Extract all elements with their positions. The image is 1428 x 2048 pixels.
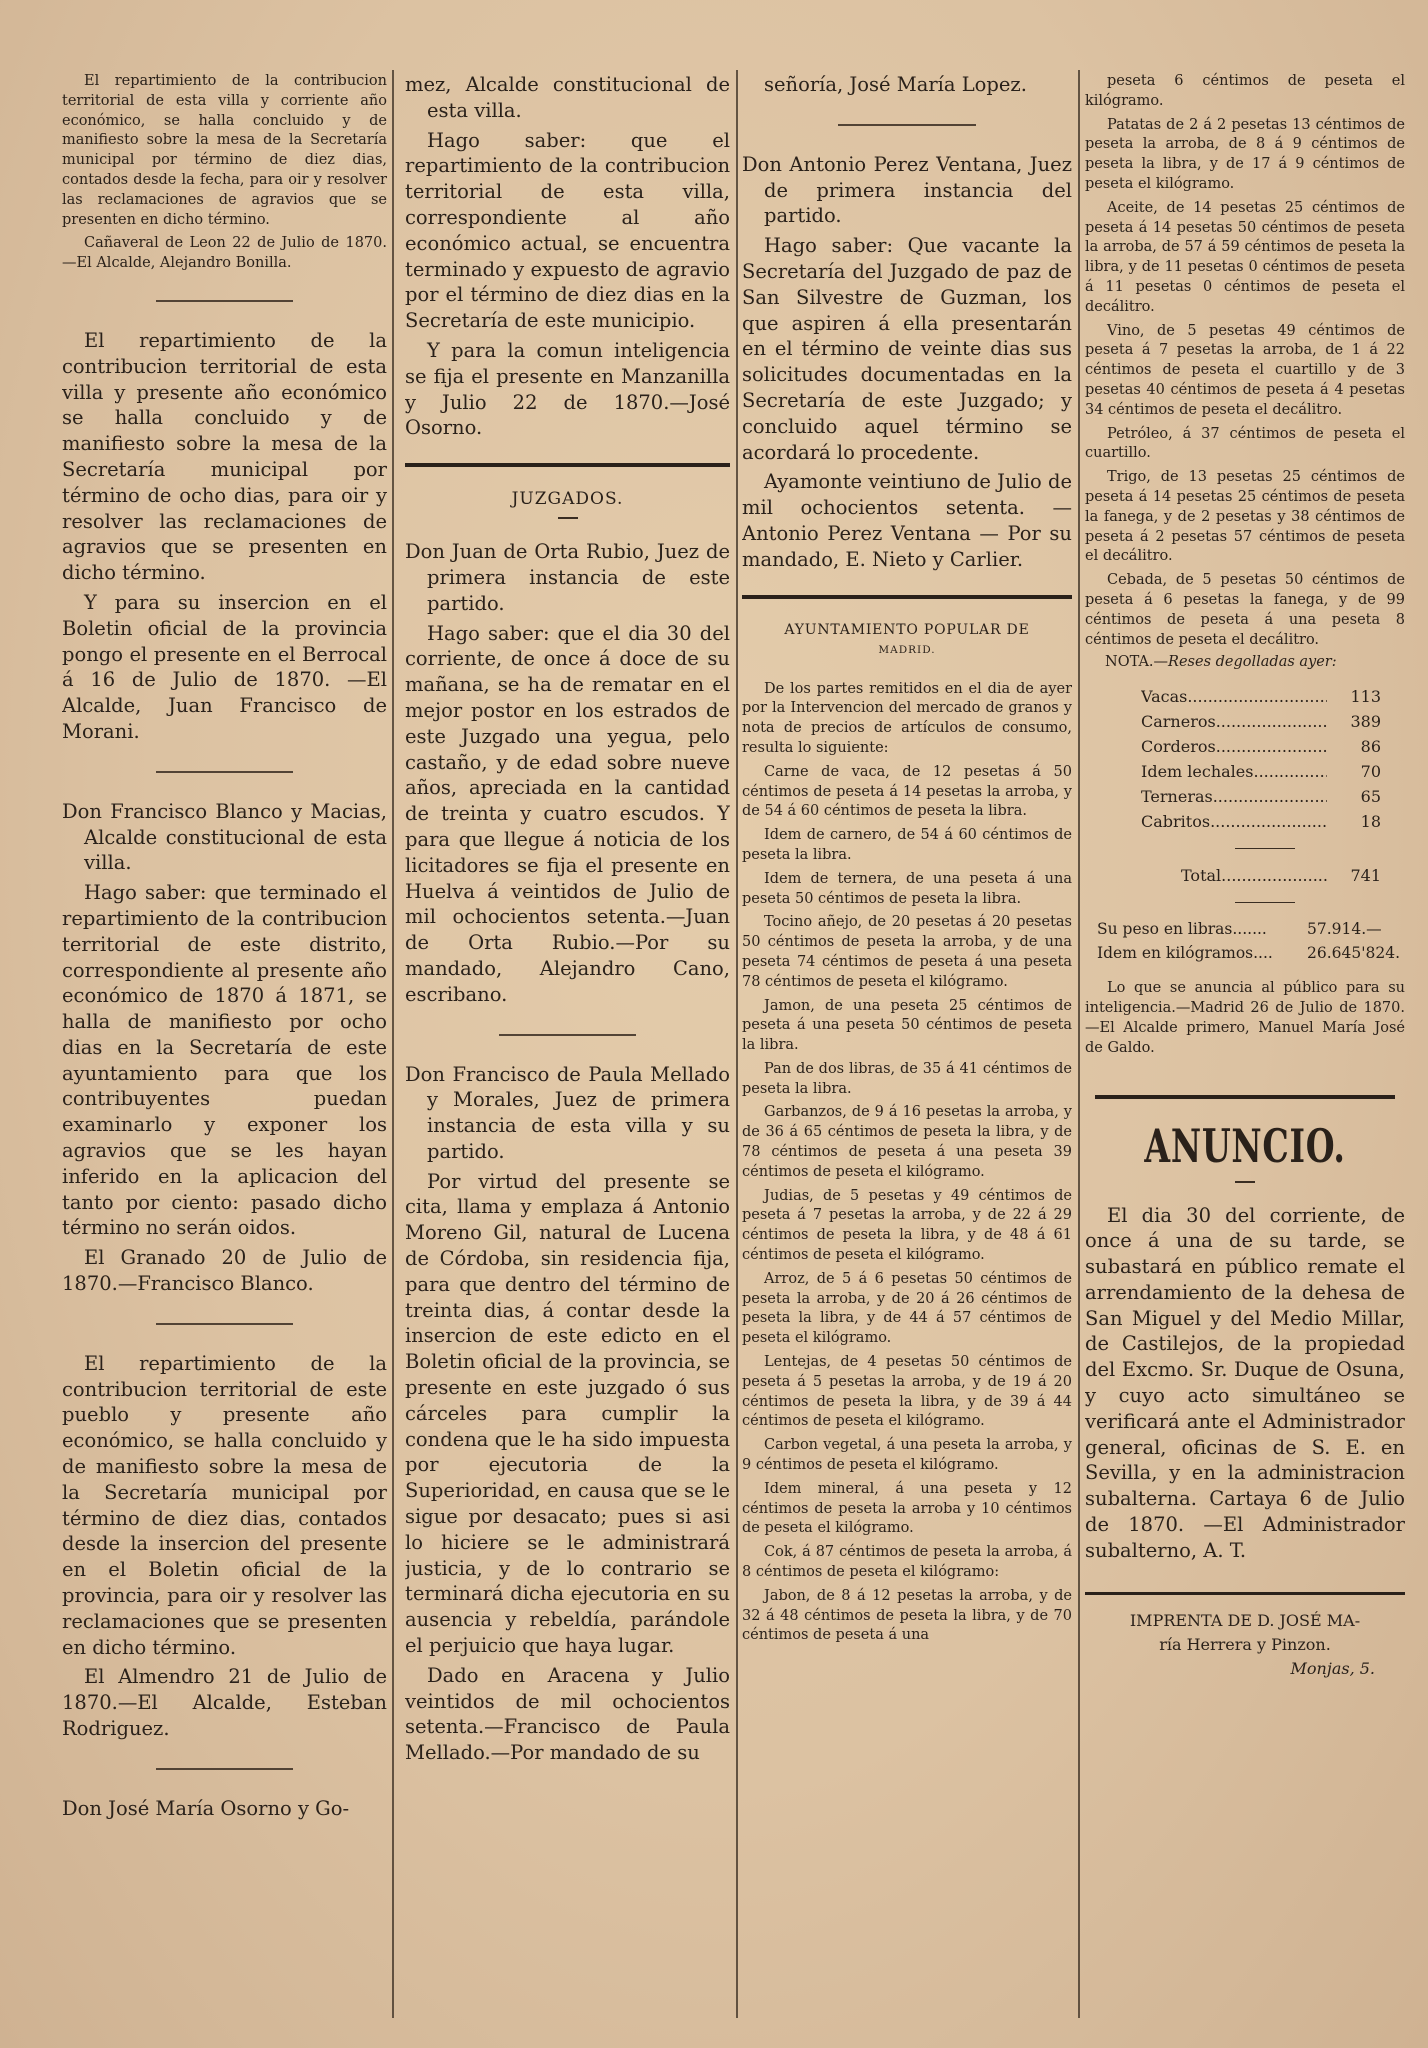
price-list: [742, 763, 1072, 1646]
column-4: [1085, 72, 1405, 2018]
ayuntamiento-title: AYUNTAMIENTO POPULAR DE: [784, 621, 1030, 638]
livestock-label: Cabritos .....: [1141, 809, 1327, 834]
livestock-count: 113: [1350, 687, 1381, 707]
section-rule: [742, 595, 1072, 599]
edict-manzanilla-body: Hago saber: que el repartimiento de la contribucion territorial de esta villa, correspondiente al año económico actual, se encuentra terminado y expuesto de agravio por el término de diez dias en la Secretaría de este municipio.: [405, 128, 730, 333]
anuncio-body: El dia 30 del corriente, de once á una de su tarde, se subastará en público remate el arrendamiento de la dehesa de San Miguel y del Medio Millar, de Castilejos, de la propiedad del Excmo. Sr. Duque de Osuna, y cuyo acto simultáneo se verificará ante el Administrador general, oficinas de S. E. en Sevilla, y en la administracion subalterna. Cartaya 6 de Julio de 1870. —El Administrador subalterno, A. T.: [1085, 1203, 1405, 1562]
price-item: Garbanzos, de 9 á 16 pesetas la arroba, y de 36 á 65 céntimos de peseta la libra, y de 78 céntimos de peseta á una peseta 39 céntimos de peseta el kilógramo.: [742, 1104, 1072, 1180]
price-item: Idem mineral, á una peseta y 12 céntimos de peseta la arroba y 10 céntimos de peseta el kilógramo.: [742, 1480, 1072, 1537]
price-item: Carne de vaca, de 12 pesetas á 50 céntimos de peseta á 14 pesetas la arroba, y de 54 á 60 céntimos de peseta la libra.: [742, 763, 1072, 820]
weight-kg-label: Idem en kilógramos....: [1097, 944, 1273, 963]
edict-ayamonte-signature: Ayamonte veintiuno de Julio de mil ochocientos setenta. —Antonio Perez Ventana — Por su mandado, E. Nieto y Carlier.: [742, 470, 1072, 571]
livestock-label: Terneras .....: [1141, 784, 1327, 809]
weight-pounds-value: 57.914.—: [1307, 920, 1382, 939]
edict-granado-heading: Don Francisco Blanco y Macias, Alcalde constitucional de esta villa.: [62, 799, 387, 875]
price-item: Cok, á 87 céntimos de peseta la arroba, á 8 céntimos de peseta el kilógramo:: [742, 1544, 1072, 1581]
price-item: Idem de ternera, de una peseta á una peseta 50 céntimos de peseta la libra.: [742, 870, 1072, 907]
edict-granado-signature: El Granado 20 de Julio de 1870.—Francisco Blanco.: [62, 1246, 387, 1296]
separator: [156, 300, 293, 302]
livestock-label: Carneros .....: [1141, 709, 1327, 734]
price-item: Jamon, de una peseta 25 céntimos de peseta á una peseta 50 céntimos de peseta la libra.: [742, 997, 1072, 1054]
price-item: Trigo, de 13 pesetas 25 céntimos de peseta á 14 pesetas 25 céntimos de peseta la fanega, y de 2 pesetas y 38 céntimos de peseta á 2 pesetas 57 céntimos de peseta el decálitro.: [1085, 469, 1405, 565]
separator: [499, 1034, 636, 1036]
column-1: [62, 72, 387, 2018]
livestock-count: 389: [1350, 712, 1381, 732]
separator: [156, 1768, 293, 1770]
price-item: peseta 6 céntimos de peseta el kilógramo.: [1085, 73, 1405, 109]
price-item: Pan de dos libras, de 35 á 41 céntimos de peseta la libra.: [742, 1060, 1072, 1097]
livestock-table: [1141, 684, 1381, 834]
column-rule: [392, 70, 394, 2018]
section-title-juzgados: JUZGADOS.: [511, 489, 624, 510]
edict-almendro: El repartimiento de la contribucion territorial de este pueblo y presente año económico, se halla concluido y de manifiesto sobre la mesa de la Secretaría municipal por término de diez dias, contados desde la insercion del presente en el Boletin oficial de la provincia, para oir y resolver las reclamaciones que se presenten en dicho término.: [62, 1351, 387, 1659]
price-item: Tocino añejo, de 20 pesetas á 20 pesetas 50 céntimos de peseta la arroba, y de una peseta 74 céntimos de peseta á una peseta 78 céntimos de peseta el kilógramo.: [742, 914, 1072, 990]
price-item: Patatas de 2 á 2 pesetas 13 céntimos de peseta la arroba, de 8 á 9 céntimos de peseta la libra, y de 17 á 9 céntimos de peseta el kilógramo.: [1085, 116, 1405, 192]
separator: [558, 517, 578, 519]
table-row: [1141, 784, 1381, 809]
prices-intro: De los partes remitidos en el dia de ayer por la Intervencion del mercado de granos y nota de precios de artículos de consumo, resulta lo siguiente:: [742, 680, 1072, 756]
livestock-count: 18: [1360, 812, 1381, 832]
edict-berrocal-signature: Y para su insercion en el Boletin oficial de la provincia pongo el presente en el Berrocal á 16 de Julio de 1870. —El Alcalde, Juan Francisco de Morani.: [62, 590, 387, 743]
edict-huelva-body: Hago saber: que el dia 30 del corriente, de once á doce de su mañana, se ha de rematar en el mejor postor en los estrados de este Juzgado una yegua, pelo castaño, y de edad sobre nueve años, apreciada en la cantidad de treinta y cuatro escudos. Y para que llegue á noticia de los licitadores se fija el presente en Huelva á veintidos de Julio de mil ochocientos setenta.—Juan de Orta Rubio.—Por su mandado, Alejandro Cano, escribano.: [405, 621, 730, 1006]
section-rule: [405, 463, 730, 467]
prices-closing: Lo que se anuncia al público para su inteligencia.—Madrid 26 de Julio de 1870.—El Alcalde primero, Manuel María José de Galdo.: [1085, 980, 1405, 1056]
section-title-ayuntamiento: [742, 621, 1072, 660]
table-row: [1097, 941, 1405, 965]
edict-canaveral: El repartimiento de la contribucion territorial de esta villa y corriente año económico, se halla concluido y de manifiesto sobre la mesa de la Secretaría municipal por término de diez dias, contados desde la fecha, para oir y resolver las reclamaciones de agravios que se presenten en dicho término.: [62, 73, 387, 228]
price-list-continued: [1085, 72, 1405, 650]
edict-manzanilla-heading: Don José María Osorno y Go-: [62, 1796, 350, 1820]
edict-huelva-heading: Don Juan de Orta Rubio, Juez de primera instancia de este partido.: [405, 540, 730, 615]
column-rule: [736, 70, 738, 2018]
printer-address: Monjas, 5.: [1290, 1658, 1375, 1678]
price-item: Petróleo, á 37 céntimos de peseta el cuartillo.: [1085, 425, 1405, 462]
total-value: 741: [1350, 866, 1381, 886]
column-rule: [1078, 70, 1080, 2018]
edict-granado-body: Hago saber: que terminado el repartimiento de la contribucion territorial de este distrito, correspondiente al presente año económico de 1870 á 1871, se halla de manifiesto por ocho dias en la Secretaría de este ayuntamiento para que los contribuyentes puedan examinarlo y exponer los agravios que se les hayan inferido en la aplicacion del tanto por ciento: pasado dicho término no serán oidos.: [62, 881, 387, 1240]
printer-imprint: [1085, 1609, 1405, 1681]
total-label: Total .....: [1141, 863, 1327, 888]
livestock-total: [1141, 863, 1381, 888]
ayuntamiento-city: MADRID.: [878, 643, 936, 656]
price-item: Idem de carnero, de 54 á 60 céntimos de peseta la libra.: [742, 827, 1072, 863]
edict-almendro-signature: El Almendro 21 de Julio de 1870.—El Alcalde, Esteban Rodriguez.: [62, 1665, 387, 1741]
nota-text: Reses degolladas ayer:: [1168, 654, 1337, 671]
table-row: [1141, 709, 1381, 734]
separator: [156, 771, 293, 773]
weight-kg-value: 26.645'824.: [1307, 944, 1401, 963]
price-item: Vino, de 5 pesetas 49 céntimos de peseta á 7 pesetas la arroba, de 1 á 22 céntimos de peseta el cuartillo y de 3 pesetas 40 céntimos de peseta á 4 pesetas 34 céntimos de peseta el decálitro.: [1085, 322, 1405, 418]
edict-aracena-signature-cont: señoría, José María Lopez.: [764, 73, 1027, 96]
edict-canaveral-signature: Cañaveral de Leon 22 de Julio de 1870.—El Alcalde, Alejandro Bonilla.: [62, 235, 387, 272]
weight-summary: [1097, 917, 1405, 965]
edict-berrocal: El repartimiento de la contribucion territorial de esta villa y presente año económico se halla concluido y de manifiesto sobre la mesa de la Secretaría municipal por término de ocho dias, para oir y resolver las reclamaciones de agravios que se presenten en dicho término.: [62, 328, 387, 585]
nota-heading: [1105, 654, 1405, 670]
livestock-count: 86: [1360, 737, 1381, 757]
column-3: [742, 72, 1072, 2018]
edict-manzanilla-signature: Y para la comun inteligencia se fija el presente en Manzanilla y Julio 22 de 1870.—José Osorno.: [405, 338, 730, 440]
edict-ayamonte-heading: Don Antonio Perez Ventana, Juez de primera instancia del partido.: [742, 152, 1072, 228]
price-item: Carbon vegetal, á una peseta la arroba, y 9 céntimos de peseta el kilógramo.: [742, 1437, 1072, 1474]
separator: [1235, 902, 1295, 903]
edict-aracena-signature: Dado en Aracena y Julio veintidos de mil ochocientos setenta.—Francisco de Paula Mellado.—Por mandado de su: [405, 1663, 730, 1765]
price-item: Lentejas, de 4 pesetas 50 céntimos de peseta á 5 pesetas la arroba, y de 19 á 20 céntimos de peseta la libra, y de 39 á 44 céntimos de peseta el kilógramo.: [742, 1354, 1072, 1430]
weight-pounds-label: Su peso en libras.......: [1097, 920, 1267, 939]
livestock-label: Corderos .....: [1141, 734, 1327, 759]
price-item: Arroz, de 5 á 6 pesetas 50 céntimos de peseta la arroba, y de 20 á 26 céntimos de peseta la libra, y de 44 á 57 céntimos de peseta el kilógramo.: [742, 1270, 1072, 1347]
price-item: Judias, de 5 pesetas y 49 céntimos de peseta á 7 pesetas la arroba, y de 22 á 29 céntimos de peseta la libra, y de 48 á 61 céntimos de peseta el kilógramo.: [742, 1187, 1072, 1264]
table-row: [1141, 734, 1381, 759]
anuncio-title: ANUNCIO.: [1144, 1118, 1346, 1173]
table-row: [1141, 863, 1381, 888]
table-row: [1141, 684, 1381, 709]
printer-line-1: IMPRENTA DE D. JOSÉ MA-: [1129, 1610, 1361, 1630]
edict-manzanilla-heading-cont: mez, Alcalde constitucional de esta villa.: [405, 73, 730, 122]
table-row: [1141, 809, 1381, 834]
livestock-count: 65: [1360, 787, 1381, 807]
table-row: [1097, 917, 1405, 941]
edict-ayamonte-body: Hago saber: Que vacante la Secretaría del Juzgado de paz de San Silvestre de Guzman, los que aspiren á ella presentarán en el término de veinte dias sus solicitudes documentadas en la Secretaría de este Juzgado; y concluido aquel término se acordará lo procedente.: [742, 234, 1072, 464]
column-2: [405, 72, 730, 2018]
livestock-label: Idem lechales .....: [1141, 759, 1327, 784]
separator: [1235, 848, 1295, 849]
separator: [156, 1323, 293, 1325]
section-rule: [1095, 1095, 1395, 1099]
section-rule: [1085, 1592, 1405, 1595]
edict-aracena-body: Por virtud del presente se cita, llama y emplaza á Antonio Moreno Gil, natural de Lucena de Córdoba, sin residencia fija, para que dentro del término de treinta dias, á contar desde la insercion de este edicto en el Boletin oficial de la provincia, se presente en este juzgado ó sus cárceles para cumplir la condena que le ha sido impuesta por ejecutoria de la Superioridad, en causa que se le sigue por desacato; pues si asi lo hiciere se le administrará justicia, y de lo contrario se terminará dicha ejecutoria en su ausencia y rebeldía, parándole el perjuicio que haya lugar.: [405, 1169, 730, 1658]
edict-aracena-heading: Don Francisco de Paula Mellado y Morales, Juez de primera instancia de esta villa y su partido.: [405, 1062, 730, 1163]
price-item: Jabon, de 8 á 12 pesetas la arroba, y de 32 á 48 céntimos de peseta la libra, y de 70 céntimos de peseta á una: [742, 1587, 1072, 1644]
separator: [838, 124, 977, 126]
separator: [1235, 1181, 1255, 1183]
price-item: Cebada, de 5 pesetas 50 céntimos de peseta á 6 pesetas la fanega, y de 99 céntimos de peseta á una peseta 8 céntimos de peseta el decálitro.: [1085, 572, 1405, 648]
price-item: Aceite, de 14 pesetas 25 céntimos de peseta á 14 pesetas 50 céntimos de peseta la arroba, de 57 á 59 céntimos de peseta la libra, y de 11 pesetas 0 céntimos de peseta á 11 pesetas 0 céntimos de peseta el decálitro.: [1085, 199, 1405, 315]
printer-line-2: ría Herrera y Pinzon.: [1159, 1634, 1331, 1654]
livestock-count: 70: [1360, 762, 1381, 782]
table-row: [1141, 759, 1381, 784]
nota-label: NOTA.—: [1105, 654, 1169, 671]
livestock-label: Vacas .....: [1141, 684, 1327, 709]
